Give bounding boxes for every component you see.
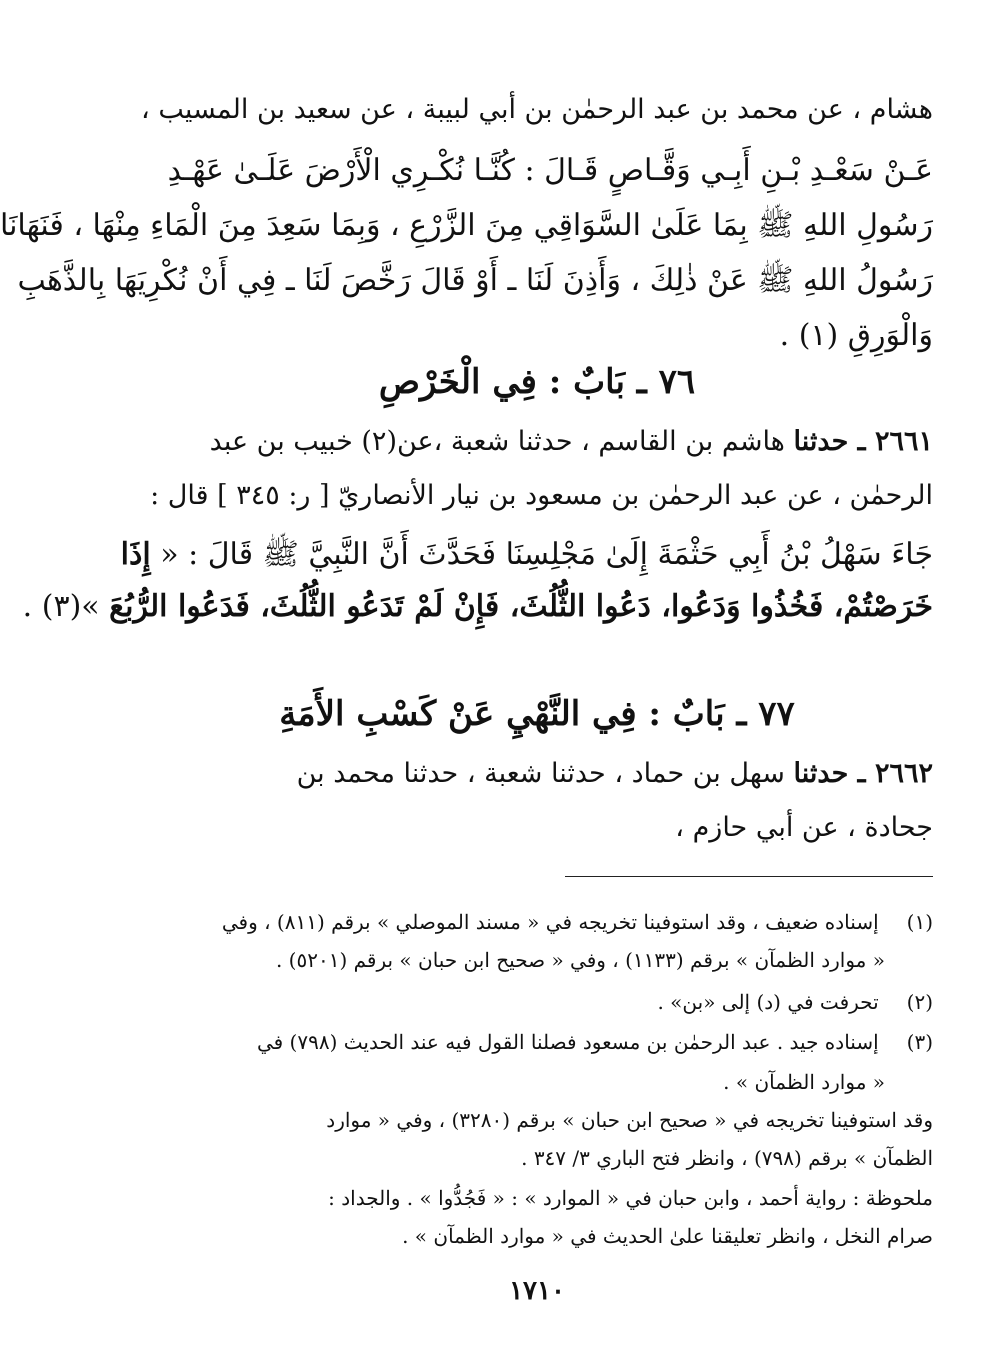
isnad-line: جحادة ، عن أبي حازم ، bbox=[675, 812, 933, 843]
matn-text: جَاءَ سَهْلُ بْنُ أَبِي حَثْمَةَ إِلَىٰ مَجْلِسِنَا فَحَدَّثَ أَنَّ النَّبِيَّ ﷺ قَالَ : « bbox=[160, 537, 933, 572]
hadith-isnad-line bbox=[141, 752, 933, 796]
footnote-text: إسناده ضعيف ، وقد استوفينا تخريجه في « مسند الموصلي » برقم (٨١١) ، وفي bbox=[221, 910, 879, 934]
chapter-heading: ٧٧ ـ بَابٌ : فِي النَّهْيِ عَنْ كَسْبِ الأَمَةِ bbox=[279, 694, 795, 734]
footnote-number: (٣) bbox=[906, 1030, 933, 1054]
footnote-line: الظمآن » برقم (٧٩٨) ، وانظر فتح الباري ٣/ ٣٤٧ . bbox=[521, 1146, 933, 1170]
matn-line: رَسُولِ اللهِ ﷺ بِمَا عَلَىٰ السَّوَاقِي مِنَ الزَّرْعِ ، وَبِمَا سَعِدَ مِنَ الْمَاءِ مِنْهَا ، فَنَهَانَا bbox=[0, 208, 933, 243]
isnad-line: الرحمٰن ، عن عبد الرحمٰن بن مسعود بن نيار الأنصاريّ [ ر: ٣٤٥ ] قال : bbox=[150, 480, 933, 511]
isnad-text: هاشم بن القاسم ، حدثنا شعبة ،عن(٢) خبيب بن عبد bbox=[209, 426, 785, 457]
footnote-line bbox=[141, 1026, 933, 1058]
page-number: ١٧١٠ bbox=[509, 1276, 565, 1306]
matn-line: عَـنْ سَعْـدِ بْـنِ أَبِـي وَقَّـاصٍ قَـالَ : كُنَّـا نُكْـرِي الْأَرْضَ عَلَـىٰ عَهْـدِ bbox=[167, 153, 933, 188]
footnote-line bbox=[141, 986, 933, 1018]
isnad-line: هشام ، عن محمد بن عبد الرحمٰن بن أبي لبيبة ، عن سعيد بن المسيب ، bbox=[141, 94, 933, 125]
isnad-text: سهل بن حماد ، حدثنا شعبة ، حدثنا محمد بن bbox=[296, 758, 785, 789]
footnote-line: وقد استوفينا تخريجه في « صحيح ابن حبان » برقم (٣٢٨٠) ، وفي « موارد bbox=[326, 1108, 933, 1132]
footnote-line: « موارد الظمآن » برقم (١١٣٣) ، وفي « صحيح ابن حبان » برقم (٥٢٠١) . bbox=[275, 948, 885, 972]
matn-line bbox=[22, 584, 933, 630]
hadith-isnad-line bbox=[141, 420, 933, 464]
footnote-number: (١) bbox=[906, 910, 933, 934]
footnote-text: تحرفت في (د) إلى «بن» . bbox=[657, 990, 879, 1014]
matn-line: رَسُولُ اللهِ ﷺ عَنْ ذٰلِكَ ، وَأَذِنَ لَنَا ـ أَوْ قَالَ رَخَّصَ لَنَا ـ فِي أَنْ نُكْرِيَهَا بِالذَّهَبِ bbox=[17, 263, 933, 298]
matn-text: »(٣) . bbox=[22, 589, 110, 624]
hadith-number: ٢٦٦٢ ـ حدثنا bbox=[793, 758, 933, 789]
chapter-heading: ٧٦ ـ بَابٌ : فِي الْخَرْصِ bbox=[378, 362, 696, 402]
footnote-text: إسناده جيد . عبد الرحمٰن بن مسعود فصلنا القول فيه عند الحديث (٧٩٨) في bbox=[256, 1030, 879, 1054]
matn-bold-text: إِذَا bbox=[120, 537, 151, 572]
matn-bold-text: خَرَصْتُمْ، فَخُذُوا وَدَعُوا، دَعُوا الثُّلُثَ، فَإِنْ لَمْ تَدَعُو الثُّلُثَ، فَدَعُوا الرُّبُعَ bbox=[109, 589, 933, 624]
footnote-number: (٢) bbox=[906, 990, 933, 1014]
hadith-number: ٢٦٦١ ـ حدثنا bbox=[793, 426, 933, 457]
footnote-line: « موارد الظمآن » . bbox=[723, 1070, 885, 1094]
matn-line bbox=[120, 532, 933, 578]
footnote-separator bbox=[565, 876, 933, 877]
footnote-line bbox=[141, 906, 933, 938]
footnote-line: ملحوظة : رواية أحمد ، وابن حبان في « الموارد » : « فَجُدُّوا » . والجداد : bbox=[328, 1186, 933, 1210]
matn-line: وَالْوَرِقِ (١) . bbox=[779, 318, 933, 353]
footnote-line: صرام النخل ، وانظر تعليقنا علىٰ الحديث في « موارد الظمآن » . bbox=[402, 1224, 933, 1248]
